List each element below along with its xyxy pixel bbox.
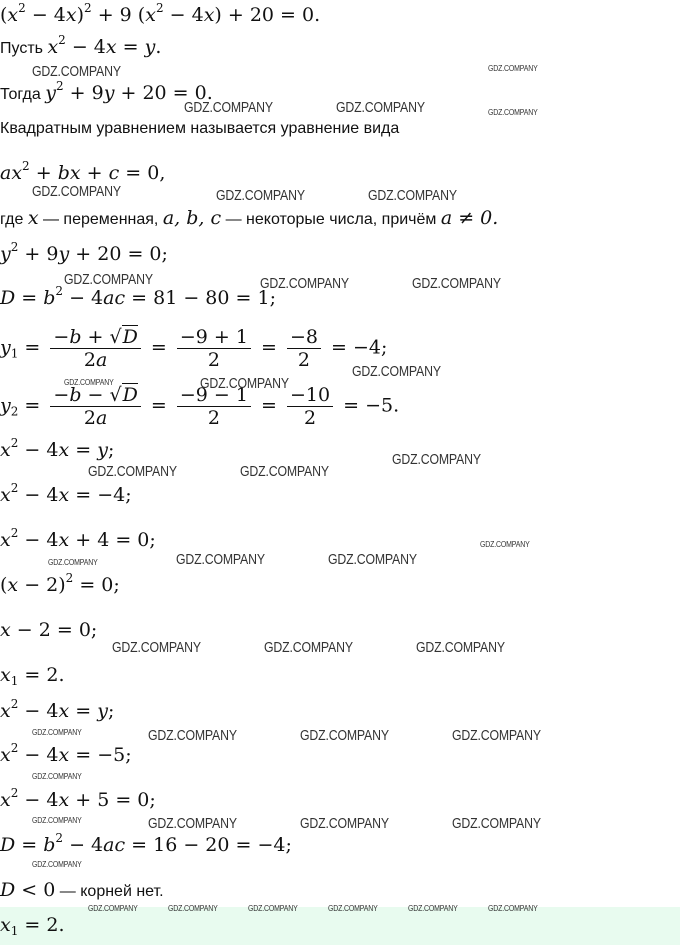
watermark-text: GDZ.COMPANY (408, 903, 458, 913)
final-answer: $x_1 = 2$. (0, 914, 65, 938)
watermark-text: GDZ.COMPANY (488, 63, 538, 73)
watermark-text: GDZ.COMPANY (452, 815, 541, 832)
back-substitution-1: $x^2 - 4x = y$; (0, 436, 115, 461)
no-roots-line: D < 0 — корней нет. (0, 879, 164, 901)
discriminant-2: $D = b^2 - 4ac = 16 - 20 = -4$; (0, 831, 292, 856)
watermark-text: GDZ.COMPANY (328, 551, 417, 568)
case-minus-5-rearranged: $x^2 - 4x + 5 = 0$; (0, 786, 156, 811)
watermark-text: GDZ.COMPANY (148, 815, 237, 832)
back-substitution-2: $x^2 - 4x = y$; (0, 697, 115, 722)
definition-explanation: где x — переменная, a, b, c — некоторые числа, причём a ≠ 0. (0, 207, 499, 229)
linear-eq: x − 2 = 0; (0, 619, 98, 641)
watermark-text: GDZ.COMPANY (32, 771, 82, 781)
root-x1: $x_1 = 2$. (0, 664, 65, 688)
discriminant-1: $D = b^2 - 4ac = 81 - 80 = 1$; (0, 284, 276, 309)
substituted-equation-line: Тогда $y^2 + 9y + 20 = 0$. (0, 79, 213, 104)
watermark-text: GDZ.COMPANY (300, 727, 389, 744)
watermark-text: GDZ.COMPANY (200, 375, 289, 392)
watermark-text: GDZ.COMPANY (264, 639, 353, 656)
watermark-text: GDZ.COMPANY (392, 451, 481, 468)
definition-text: Квадратным уравнением называется уравнение вида (0, 120, 400, 137)
watermark-text: GDZ.COMPANY (148, 727, 237, 744)
watermark-text: GDZ.COMPANY (48, 557, 98, 567)
watermark-text: GDZ.COMPANY (88, 903, 138, 913)
watermark-text: GDZ.COMPANY (240, 463, 329, 480)
watermark-text: GDZ.COMPANY (480, 539, 530, 549)
case-minus-5: $x^2 - 4x = -5$; (0, 741, 132, 766)
watermark-text: GDZ.COMPANY (32, 727, 82, 737)
watermark-text: GDZ.COMPANY (488, 903, 538, 913)
watermark-text: GDZ.COMPANY (248, 903, 298, 913)
watermark-text: GDZ.COMPANY (88, 463, 177, 480)
perfect-square: $(x - 2)^2 = 0$; (0, 571, 120, 596)
watermark-text: GDZ.COMPANY (336, 99, 425, 116)
watermark-text: GDZ.COMPANY (260, 275, 349, 292)
root-y1: $y_1$ = $\frac{-b + √D}{2a}$ = $\frac{-9 + 1}{2}$ = $\frac{-8}{2}$ = −4; (0, 326, 388, 371)
watermark-text: GDZ.COMPANY (488, 107, 538, 117)
watermark-text: GDZ.COMPANY (112, 639, 201, 656)
watermark-text: GDZ.COMPANY (176, 551, 265, 568)
watermark-text: GDZ.COMPANY (352, 363, 441, 380)
watermark-text: GDZ.COMPANY (416, 639, 505, 656)
watermark-text: GDZ.COMPANY (64, 377, 114, 387)
watermark-text: GDZ.COMPANY (328, 903, 378, 913)
substitution-line: Пусть $x^2 - 4x = y$. (0, 33, 162, 58)
watermark-text: GDZ.COMPANY (368, 187, 457, 204)
equation-original: $(x^2 - 4x)^2 + 9$ $(x^2 - 4x) + 20 = 0$. (0, 1, 321, 26)
watermark-text: GDZ.COMPANY (64, 271, 153, 288)
watermark-text: GDZ.COMPANY (168, 903, 218, 913)
case-minus-4: $x^2 - 4x = -4$; (0, 481, 132, 506)
watermark-text: GDZ.COMPANY (184, 99, 273, 116)
watermark-text: GDZ.COMPANY (300, 815, 389, 832)
watermark-text: GDZ.COMPANY (32, 63, 121, 80)
root-y2: $y_2$ = $\frac{-b - √D}{2a}$ = $\frac{-9 - 1}{2}$ = $\frac{-10}{2}$ = −5. (0, 384, 400, 429)
watermark-text: GDZ.COMPANY (32, 183, 121, 200)
watermark-text: GDZ.COMPANY (32, 815, 82, 825)
watermark-text: GDZ.COMPANY (452, 727, 541, 744)
equation-y: $y^2 + 9y + 20 = 0$; (0, 240, 168, 265)
quadratic-general-form: $ax^2$ + bx + c = 0, (0, 159, 166, 184)
watermark-text: GDZ.COMPANY (412, 275, 501, 292)
watermark-text: GDZ.COMPANY (216, 187, 305, 204)
watermark-text: GDZ.COMPANY (32, 859, 82, 869)
case-minus-4-rearranged: $x^2 - 4x + 4 = 0$; (0, 526, 156, 551)
